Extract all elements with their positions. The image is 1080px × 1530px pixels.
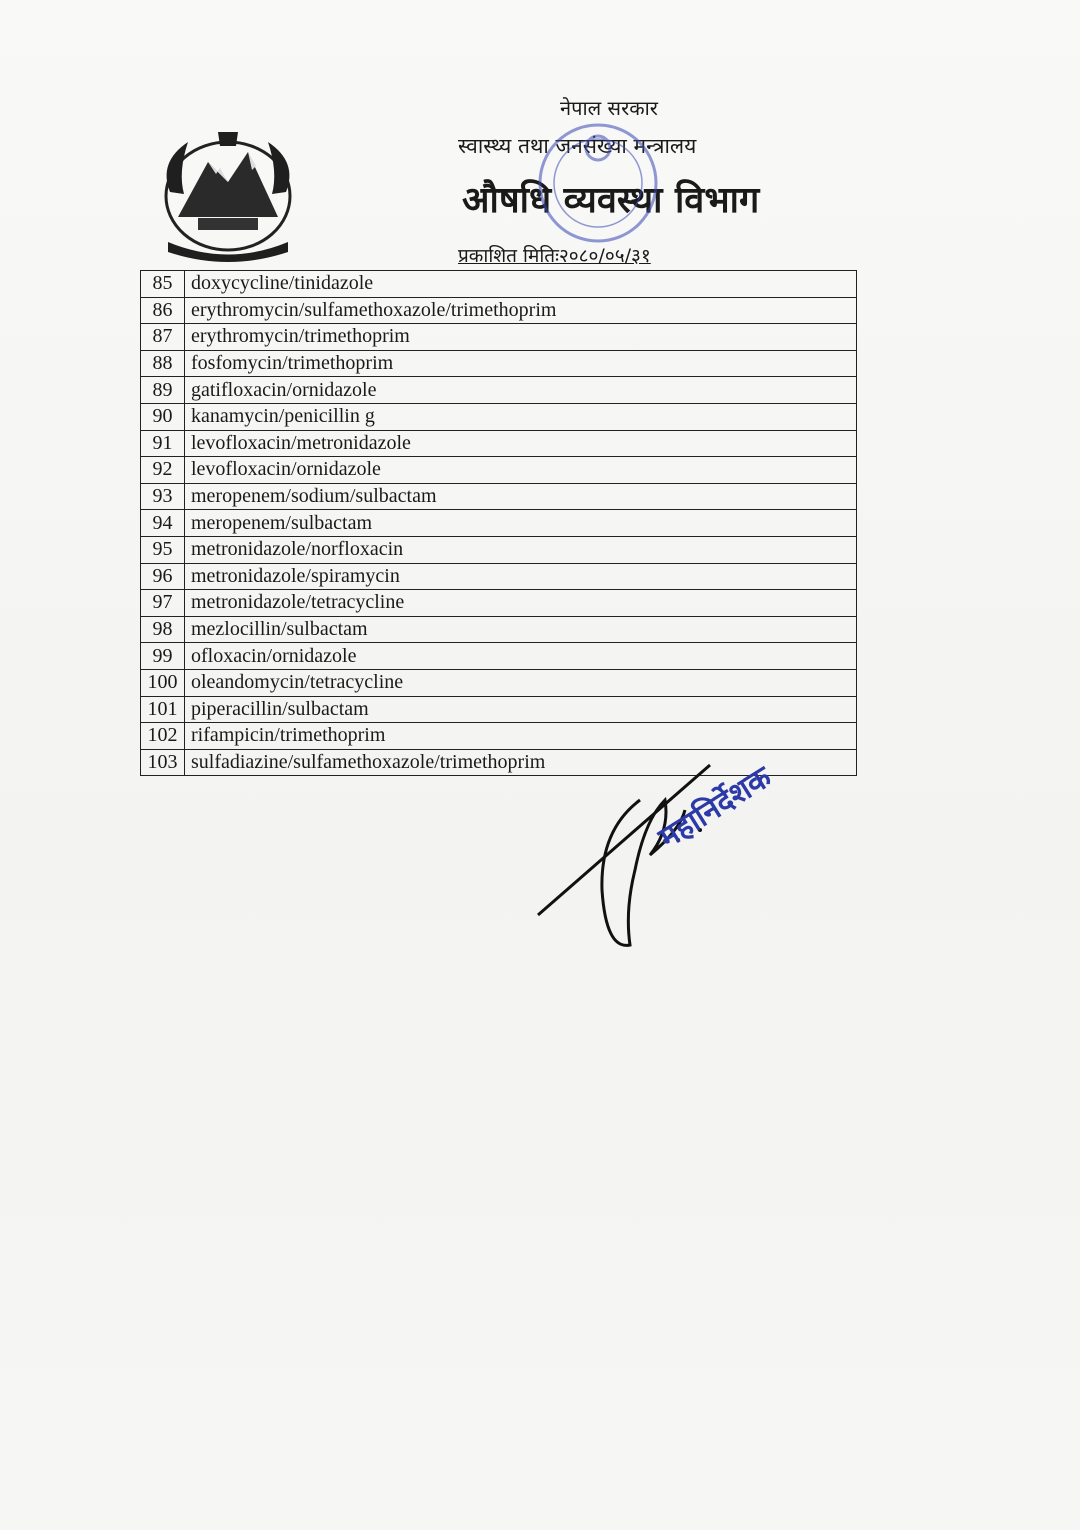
nepal-emblem-icon: [148, 122, 308, 264]
row-number: 86: [141, 297, 185, 324]
table-row: [141, 590, 857, 617]
table-row: [141, 297, 857, 324]
official-stamp-icon: [528, 108, 668, 258]
ministry-label: स्वास्थ्य तथा जनसंख्या मन्त्रालय: [458, 134, 697, 158]
drug-name: oleandomycin/tetracycline: [185, 669, 857, 696]
drug-combination-table: [140, 270, 857, 776]
table-row: [141, 510, 857, 537]
row-number: 90: [141, 403, 185, 430]
drug-name: meropenem/sulbactam: [185, 510, 857, 537]
drug-name: ofloxacin/ornidazole: [185, 643, 857, 670]
row-number: 88: [141, 350, 185, 377]
drug-name: piperacillin/sulbactam: [185, 696, 857, 723]
drug-name: rifampicin/trimethoprim: [185, 723, 857, 750]
director-general-seal: महानिर्देशक: [652, 759, 778, 856]
drug-name: erythromycin/trimethoprim: [185, 324, 857, 351]
drug-name: metronidazole/spiramycin: [185, 563, 857, 590]
row-number: 87: [141, 324, 185, 351]
table-row: [141, 350, 857, 377]
row-number: 92: [141, 457, 185, 484]
table-row: [141, 324, 857, 351]
drug-name: metronidazole/tetracycline: [185, 590, 857, 617]
row-number: 102: [141, 723, 185, 750]
table-row: [141, 563, 857, 590]
table-row: [141, 643, 857, 670]
drug-name: sulfadiazine/sulfamethoxazole/trimethoprim: [185, 749, 857, 776]
row-number: 98: [141, 616, 185, 643]
table-row: [141, 457, 857, 484]
table-row: [141, 723, 857, 750]
drug-name: meropenem/sodium/sulbactam: [185, 483, 857, 510]
drug-name: fosfomycin/trimethoprim: [185, 350, 857, 377]
table-row: [141, 430, 857, 457]
table-row: [141, 377, 857, 404]
row-number: 85: [141, 271, 185, 298]
row-number: 101: [141, 696, 185, 723]
row-number: 99: [141, 643, 185, 670]
table-row: [141, 483, 857, 510]
row-number: 103: [141, 749, 185, 776]
drug-name: metronidazole/norfloxacin: [185, 536, 857, 563]
row-number: 89: [141, 377, 185, 404]
table-row: [141, 536, 857, 563]
row-number: 93: [141, 483, 185, 510]
drug-name: mezlocillin/sulbactam: [185, 616, 857, 643]
row-number: 96: [141, 563, 185, 590]
drug-name: erythromycin/sulfamethoxazole/trimethoprim: [185, 297, 857, 324]
drug-name: kanamycin/penicillin g: [185, 403, 857, 430]
row-number: 91: [141, 430, 185, 457]
drug-name: levofloxacin/metronidazole: [185, 430, 857, 457]
table-row: [141, 271, 857, 298]
drug-name: doxycycline/tinidazole: [185, 271, 857, 298]
row-number: 94: [141, 510, 185, 537]
row-number: 95: [141, 536, 185, 563]
department-title: औषधि व्यवस्था विभाग: [462, 180, 760, 221]
row-number: 100: [141, 669, 185, 696]
table-row: [141, 669, 857, 696]
table-row: [141, 616, 857, 643]
government-label: नेपाल सरकार: [560, 96, 658, 120]
published-date: प्रकाशित मितिः२०८०/०५/३१: [458, 245, 651, 267]
drug-name: gatifloxacin/ornidazole: [185, 377, 857, 404]
table-row: [141, 696, 857, 723]
row-number: 97: [141, 590, 185, 617]
drug-name: levofloxacin/ornidazole: [185, 457, 857, 484]
table-row: [141, 403, 857, 430]
